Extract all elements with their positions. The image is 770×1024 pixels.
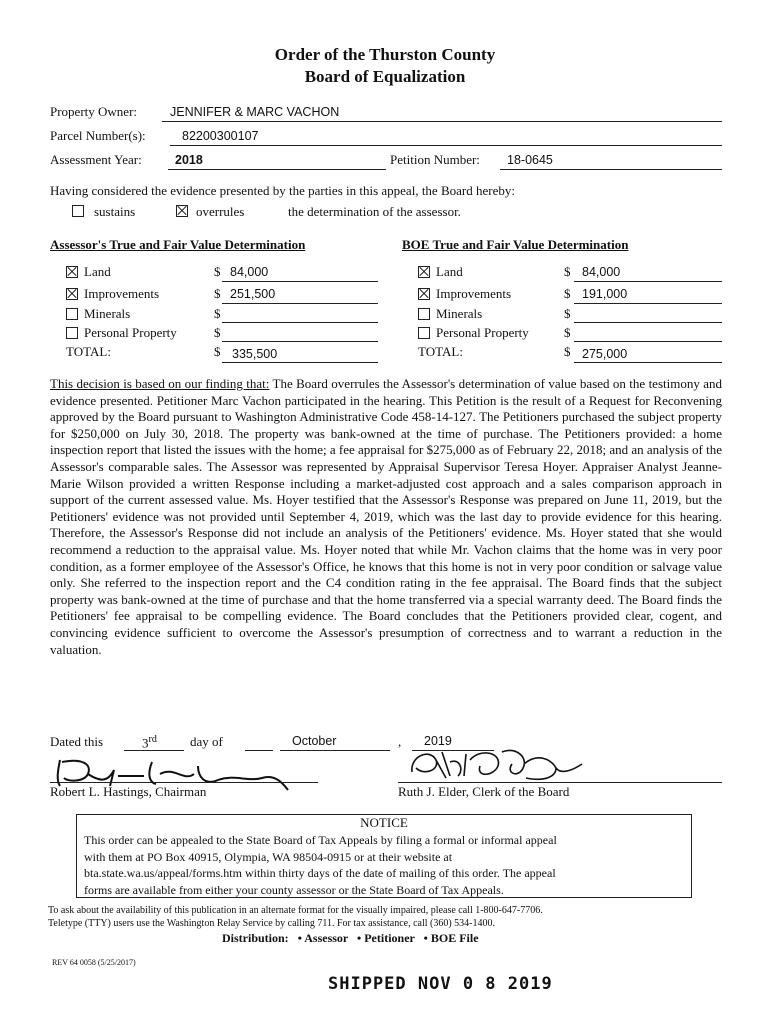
parcel-label: Parcel Number(s): — [50, 128, 146, 143]
assessor-minerals-line — [222, 322, 378, 323]
boe-minerals-currency: $ — [564, 306, 571, 321]
assessor-improvements-line — [222, 303, 378, 304]
boe-land-label: Land — [436, 264, 463, 279]
assessor-personal-property-line — [222, 341, 378, 342]
boe-minerals-line — [574, 322, 722, 323]
assessor-heading: Assessor's True and Fair Value Determination — [50, 237, 306, 252]
dated-comma: , — [398, 734, 402, 749]
decision-tail: the determination of the assessor. — [288, 204, 461, 219]
assessor-land-line — [222, 281, 378, 282]
overrules-checkbox — [176, 205, 188, 217]
assessment-year-value: 2018 — [175, 153, 203, 167]
notice-heading: NOTICE — [360, 815, 408, 830]
title-line-1: Order of the Thurston County — [274, 45, 496, 64]
title-line-2: Board of Equalization — [304, 67, 466, 86]
petition-number-label: Petition Number: — [390, 152, 480, 167]
assessor-personal-property-label: Personal Property — [84, 325, 177, 340]
assessor-improvements-checkbox — [66, 288, 78, 300]
assessment-year-label: Assessment Year: — [50, 152, 142, 167]
distribution-row: Distribution: • Assessor • Petitioner • BOE File — [222, 931, 479, 945]
boe-improvements-label: Improvements — [436, 286, 512, 301]
boe-total-label: TOTAL: — [418, 344, 463, 359]
distribution-boe-file: BOE File — [430, 931, 479, 945]
finding-text: The Board overrules the Assessor's determination of value based on the testimony and evidence presented. Petitioner Marc Vachon participated in the hearing. This Petition is the result of a Request for Reconvening approved by the Board pursuant to Washington Administrative Code 458-14-127. The Petitioners purchased the subject property for $250,000 on July 30, 2018. The property was bank-owned at the time of purchase. The Petitioners provided: a home inspection report that listed the issues with the home; a fee appraisal for $275,000 as of February 22, 2018; and an analysis of the Assessor's comparable sales. The Assessor was represented by Appraisal Supervisor Teresa Hoyer. Appraiser Analyst Jeanne-Marie Wilson provided a written Response including a market-adjusted cost approach and a sales comparison approach in support of the current assessed value. Ms. Hoyer testified that the Assessor's Response was prepared on June 11, 2019, but the Petitioners' evidence was not provided until September 4, 2019, which was the last day to provide evidence for this hearing. Therefore, the Assessor's Response did not include an analysis of the Petitioners' evidence. Ms. Hoyer stated that she would recommend a reduction to the appraisal value. Ms. Hoyer noted that while Mr. Vachon claims that the home was in very poor condition, as a former employee of the Assessor's Office, he knows that this home is not in very poor condition or salvage value only. She referred to the inspection report and the C4 condition rating in the fee appraisal. The Board finds that the subject property was bank-owned at the time of purchase and that the home transferred via a special warranty deed. The Board finds the Petitioners' fee appraisal to be compelling evidence. The Board concludes that the Petitioners provided clear, cogent, and convincing evidence sufficient to overcome the Assessor's presumption of correctness and to warrant a reduction in the valuation. — [50, 376, 722, 657]
decision-intro: Having considered the evidence presented by the parties in this appeal, the Board hereby: — [50, 183, 515, 198]
boe-personal-property-currency: $ — [564, 325, 571, 340]
assessor-minerals-currency: $ — [214, 306, 221, 321]
boe-personal-property-label: Personal Property — [436, 325, 529, 340]
boe-minerals-label: Minerals — [436, 306, 483, 321]
boe-land-value: 84,000 — [582, 265, 621, 279]
notice-line-4: forms are available from either your county assessor or the State Board of Tax Appeals. — [84, 882, 504, 897]
boe-personal-property-line — [574, 341, 722, 342]
assessor-minerals-checkbox — [66, 308, 78, 320]
assessor-total-line — [222, 362, 378, 363]
clerk-signature-line — [398, 782, 722, 783]
property-owner-label: Property Owner: — [50, 104, 138, 119]
assessor-land-label: Land — [84, 264, 111, 279]
accessibility-line-2: Teletype (TTY) users use the Washington Relay Service by calling 711. For tax assistance, call (360) 534-1400. — [48, 918, 495, 929]
assessor-land-value: 84,000 — [230, 265, 269, 279]
boe-minerals-checkbox — [418, 308, 430, 320]
boe-improvements-currency: $ — [564, 286, 571, 301]
boe-land-line — [574, 281, 722, 282]
assessor-land-currency: $ — [214, 264, 221, 279]
dated-year: 2019 — [424, 734, 452, 748]
assessor-improvements-currency: $ — [214, 286, 221, 301]
boe-improvements-line — [574, 303, 722, 304]
assessor-personal-property-currency: $ — [214, 325, 221, 340]
sustains-label: sustains — [94, 204, 136, 219]
boe-total-currency: $ — [564, 344, 571, 359]
assessor-improvements-value: 251,500 — [230, 287, 276, 301]
petition-number-value: 18-0645 — [507, 153, 553, 167]
sustains-checkbox — [72, 205, 84, 217]
property-owner-line — [162, 121, 722, 122]
notice-text — [84, 832, 557, 898]
parcel-line — [170, 145, 722, 146]
form-revision: REV 64 0058 (5/25/2017) — [52, 958, 136, 967]
property-owner-value: JENNIFER & MARC VACHON — [170, 105, 340, 119]
distribution-petitioner: Petitioner — [364, 931, 415, 945]
distribution-label: Distribution: — [222, 931, 289, 945]
finding-lead: This decision is based on our finding that: — [50, 376, 270, 391]
dated-day-of: day of — [190, 734, 223, 749]
chairman-name: Robert L. Hastings, Chairman — [50, 784, 207, 799]
boe-personal-property-checkbox — [418, 327, 430, 339]
notice-line-3: bta.state.wa.us/appeal/forms.htm within thirty days of the date of mailing of this order. The appeal — [84, 866, 556, 880]
accessibility-line-1: To ask about the availability of this publication in an alternate format for the visually impaired, please call 1-800-647-7706. — [48, 905, 543, 916]
overrules-label: overrules — [196, 204, 245, 219]
dated-lead: Dated this — [50, 734, 104, 749]
assessor-personal-property-checkbox — [66, 327, 78, 339]
assessment-year-line — [168, 169, 386, 170]
chairman-signature-line — [50, 782, 318, 783]
assessor-land-checkbox — [66, 266, 78, 278]
assessor-total-currency: $ — [214, 344, 221, 359]
shipped-stamp: SHIPPED NOV 0 8 2019 — [328, 974, 553, 994]
boe-improvements-checkbox — [418, 288, 430, 300]
boe-land-currency: $ — [564, 264, 571, 279]
petition-number-line — [500, 169, 722, 170]
clerk-name: Ruth J. Elder, Clerk of the Board — [398, 784, 570, 799]
boe-heading: BOE True and Fair Value Determination — [402, 237, 629, 252]
notice-line-2: with them at PO Box 40915, Olympia, WA 98504-0915 or at their website at — [84, 849, 453, 864]
assessor-total-label: TOTAL: — [66, 344, 111, 359]
dated-blank-line — [245, 750, 273, 751]
boe-total-value: 275,000 — [582, 347, 628, 361]
finding-paragraph — [50, 376, 722, 658]
dated-month-line — [280, 750, 390, 751]
boe-land-checkbox — [418, 266, 430, 278]
distribution-assessor: Assessor — [304, 931, 349, 945]
dated-day: 3rd — [142, 734, 157, 751]
assessor-minerals-label: Minerals — [84, 306, 131, 321]
boe-improvements-value: 191,000 — [582, 287, 628, 301]
dated-day-line — [124, 750, 184, 751]
parcel-value: 82200300107 — [182, 129, 259, 143]
boe-total-line — [574, 362, 722, 363]
dated-month: October — [292, 734, 337, 748]
notice-line-1: This order can be appealed to the State Board of Tax Appeals by filing a formal or informal appeal — [84, 833, 557, 847]
assessor-improvements-label: Improvements — [84, 286, 160, 301]
assessor-total-value: 335,500 — [232, 347, 278, 361]
